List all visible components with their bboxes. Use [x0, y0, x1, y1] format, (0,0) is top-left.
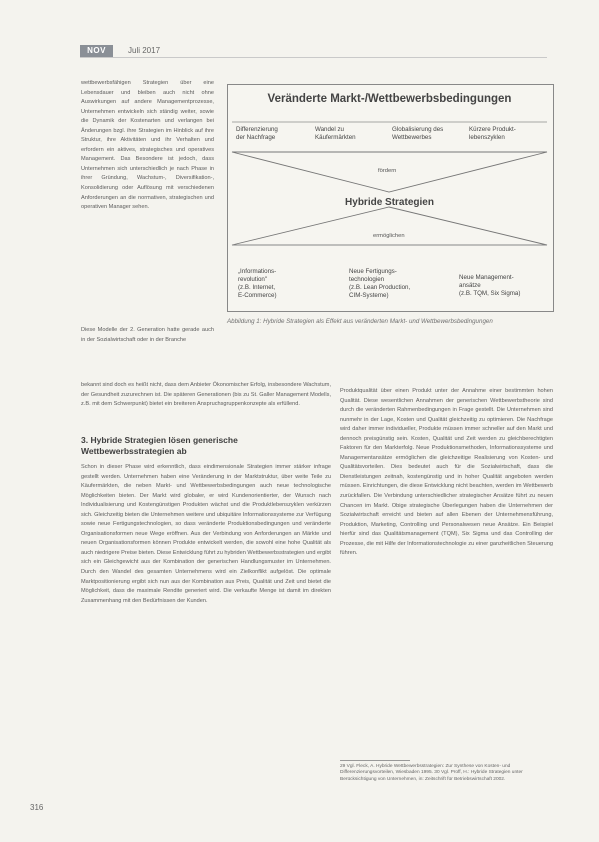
page-number: 316 [30, 803, 44, 812]
paragraph: Schon in dieser Phase wird erkenntlich, dass eindimensionale Strategien immer stärker infrage gestellt werden. Unternehmen haben eine Veränderung in der Marktstruktur, über weite Teile zu Käufermärkten, die neben Markt- und Wettbewerbsbedingungen auch neue technologische Möglichkeiten bieten. Der Markt wird globaler, er wird Kundenorientierter, der Wunsch nach Individualisierung und Kostengünstigen Produkten wächst und die Produktlebenszyklen verkürzen sich. Gleichzeitig bieten die Unternehmen weitere und ubiquitäre Informationssysteme zur Verfügung sowie neue Fertigungstechnologien, so dass veränderte Produktionsbedingungen und veränderte Organisationsformen neue Wege eröffnen. Aus der Verbindung von Anforderungen an Märkte und neuen Organisationsformen können Produkte entwickelt werden, die sowohl eine hohe Qualität als auch niedrigere Preise bieten. Diese Entwicklung führt zu hybriden Wettbewerbsstrategien und ergibt sich ein Gleichgewicht aus der Kombination der generischen Handlungsmuster im Unternehmen. Durch den Wandel des gesamten Unternehmens wird ein Zielkonflikt aufgelöst. Die optimale Marktpositionierung ergibt sich nun aus der Kombination aus Preis, Qualität und Zeit und bietet die Möglichkeit, dass die maximale Rendite generiert wird. Die verkaufte Menge ist damit im direkten Zusammenhang mit den Bedürfnissen der Kunden. [81, 464, 331, 604]
footnote-rule [340, 760, 410, 761]
section-heading: 3. Hybride Strategien lösen generische Wettbewerbsstrategien ab [81, 435, 238, 456]
left-column-bottom-text-2 [81, 463, 331, 606]
issue-date: Juli 2017 [128, 46, 161, 55]
figure-title: Veränderte Markt-/Wettbewerbsbedingungen [267, 93, 512, 105]
footnotes: 29 Vgl. Fleck, A. Hybride Wettbewerbsstrategien: Zur Synthese von Kosten- und Differenzierungsvorteilen, Wiesbaden 1995. 30 Vgl. Proff, H.: Hybride Strategien unter Berücksichtigung von Unternehmen, in: Zeitschrift für Betriebswirtschaft 2002. [340, 764, 523, 782]
header-rule [80, 57, 547, 58]
paragraph: Diese Modelle der 2. Generation hatte gerade auch in der Sozialwirtschaft oder in der Branche [81, 327, 214, 343]
top-label-2: Wandel zu Käufermärkten [315, 126, 356, 141]
left-column-top-text [81, 79, 214, 213]
journal-logo: NOV [80, 45, 113, 57]
bottom-label-2: Neue Fertigungs- technologien (z.B. Lean Production, CIM-Systeme) [349, 268, 411, 299]
upward-arrow [232, 207, 547, 245]
paragraph: Produktqualität über einen Produkt unter der Annahme einer bestimmten hohen Qualität. Diese wesentlichen Annahmen der generischen Wettbewerbstheorie sind durch die veränderten Rahmenbedingungen in Frage gestellt. Die Unternehmen sind nunmehr in der Lage, Kosten und Qualität gleichzeitig zu optimieren. Die Nachfrage wird daher immer individueller, Produkte müssen immer schneller auf den Markt und dennoch preisgünstig sein. Kosten, Qualität und Zeit werden zu gleichberechtigten Faktoren für den Markterfolg. Neue Produktionsmethoden, Informationssysteme und Managementansätze ermöglichen die gleichzeitige Realisierung von Kosten- und Qualitätsvorteilen. Dies bedeutet auch für die Sozialwirtschaft, dass die Dienstleistungen zeitnah, kostengünstig und in hoher Qualität angeboten werden müssen. Einrichtungen, die diese Entwicklung nicht beachten, werden im Wettbewerb zurückfallen. Die Verbindung unterschiedlicher strategischer Ansätze führt zu neuen Chancen im Markt. Obige strategische Überlegungen haben die Unternehmen der Sozialwirtschaft erreicht und bieten auf allen Ebenen der Unternehmensführung, Produktion, Marketing, Controlling und Personalwesen neue Ansätze. Ein Beispiel hierfür sind das Qualitätsmanagement (TQM), Six Sigma und das Controlling der Prozesse, die mit Hilfe der Informationstechnologie zu einer ganzheitlichen Steuerung führen. [340, 388, 553, 557]
paragraph: bekannt sind doch es heißt nicht, dass dem Anbieter Ökonomischer Erfolg, insbesondere Wachstum, der Gesundheit zuzurechnen ist. Die späteren Generationen (bis zu St. Galler Management Modells, z.B. mit dem Schwerpunkt) bietet ein breiteren Anspruchsgruppenkonzepte als erfüllend. [81, 382, 331, 408]
arrow-label-ermoeglichen: ermöglichen [373, 233, 405, 239]
right-column-text [340, 387, 553, 559]
top-label-1: Differenzierung der Nachfrage [236, 126, 278, 141]
top-label-3: Globalisierung des Wettbewerbes [392, 126, 444, 141]
bottom-label-1: „Informations- revolution" (z.B. Internet, E-Commerce) [238, 268, 277, 299]
top-label-4: Kürzere Produkt- lebenszyklen [469, 126, 516, 141]
left-column-mid-text [81, 326, 214, 345]
bottom-label-3: Neue Management- ansätze (z.B. TQM, Six Sigma) [459, 274, 521, 297]
figure-caption: Abbildung 1: Hybride Strategien als Effekt aus veränderten Markt- und Wettbewerbsbedingungen [227, 318, 493, 325]
figure-center-label: Hybride Strategien [345, 197, 434, 208]
left-column-bottom-text-1 [81, 381, 331, 410]
paragraph: wettbewerbsfähigen Strategien über eine Lebensdauer und bleiben auch nicht ohne Auswirkungen auf andere Managementprozesse, Unternehmen entwickeln sich ständig weiter, sowie die Dynamik der Kostenarten und verlangen bei Änderungen bzgl. ihre Strategien im Hinblick auf ihre Struktur, ihre Aktivitäten und ihr Verhalten und erfordern ein aktives, strategisches und operatives Management. Das Besondere ist jedoch, dass Unternehmen sich unterschiedlich je nach Phase in ihrer Gründung, Wachstum-, Diversifikation-, Konsolidierung oder Auflösung mit verschiedenen Anforderungen an die normativen, strategischen und operativen Manager sehen. [81, 80, 214, 211]
arrow-label-foerdern: fördern [378, 168, 397, 174]
